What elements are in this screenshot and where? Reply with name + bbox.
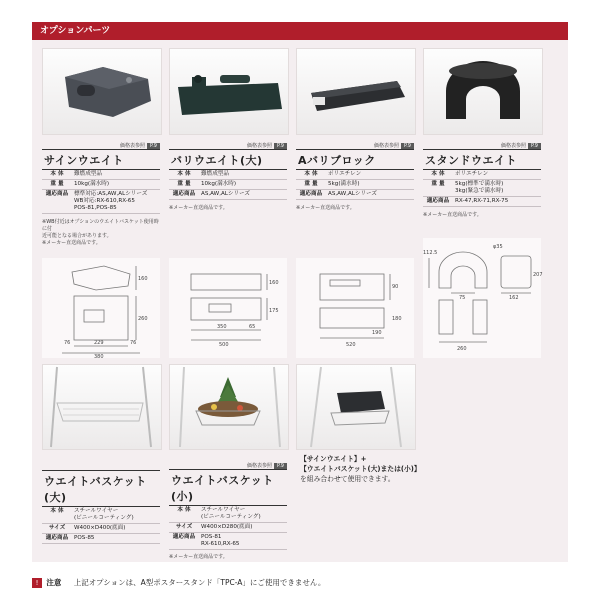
basket-small-image [170,365,288,449]
product-name: ウエイトバスケット(小) [169,469,287,506]
dim-label: 180 [392,316,402,322]
dim-label: 76 [64,340,71,346]
photo-basket-large [42,364,162,450]
basket-card-large [42,470,160,544]
warning-icon: ! [32,578,42,588]
dim-label: 260 [457,346,467,352]
section-header [32,22,568,40]
price-ref: 価格表参照 P.9 [169,142,287,149]
dim-label: 260 [138,316,148,322]
dim-label: 65 [249,324,256,330]
spec-table: 本 体 スチールワイヤー (ビニールコーティング) サイズ W400×D280(底面) 適応商品 POS-81 RX-610,RX-65 [169,506,287,550]
caution-text: 上記オプションは、A型ポスタースタンド「TPC-A」にご使用できません。 [73,578,326,587]
dim-label: 75 [459,295,466,301]
stand-weight-image [424,49,542,134]
product-name: Aバリブロック [296,149,414,170]
drawing-stand-weight [423,238,541,358]
dim-label: 90 [392,284,399,290]
dim-label: 500 [219,342,229,348]
note: ※メーカー直送商品です。 [423,212,482,218]
drawing-sign-weight [42,258,160,358]
price-ref: 価格表参照 P.9 [169,462,287,469]
price-ref: 価格表参照 P.9 [423,142,541,149]
price-ref: 価格表参照 P.9 [296,142,414,149]
product-name: バリウエイト(大) [169,149,287,170]
dim-label: 160 [269,280,279,286]
dim-label: 162 [509,295,519,301]
product-card-sign-weight [42,142,160,246]
product-photo-stand-weight [423,48,543,135]
product-name: ウエイトバスケット(大) [42,470,160,507]
a-bari-block-drawing [296,258,414,358]
dim-label: 229 [94,340,104,346]
basket-large-image [43,365,161,449]
product-photo-bari-weight [169,48,289,135]
dim-label: 112.5 [423,250,438,256]
product-name: スタンドウエイト [423,149,541,170]
spec-table: 本 体 ポリエチレン 重 量 5kg(標準で満水時) 3kg(緊急で満水時) 適応商品 RX-47,RX-71,RX-75 [423,170,541,207]
dim-label: 190 [372,330,382,336]
product-card-a-bari-block [296,142,414,211]
spec-table: 本 体 ポリエチレン 重 量 5kg(満水時) 適応商品 AS,AW,ALシリーズ [296,170,414,200]
page-ref: P.9 [528,143,541,149]
combo-note: 【サインウエイト】+ 【ウエイトバスケット(大)または(小)】 を組み合わせて使用できます。 [300,455,421,483]
basket-card-small [169,462,287,560]
note: ※WB付近はオプションのウエイトバスケット使用時に付 近可能となる場合があります。 ※メーカー直送商品です。 [42,219,159,246]
dim-label: 520 [346,342,356,348]
spec-table: 本 体 難燃成型品 重 量 10kg(満水時) 適応商品 標準対応:AS,AW,ALシリーズ WB対応:RX-610,RX-65 POS-81,POS-85 [42,170,160,214]
price-ref: 価格表参照 P.9 [42,142,160,149]
sign-weight-image [43,49,161,134]
note: ※メーカー直送商品です。 [296,205,355,211]
product-name: サインウエイト [42,149,160,170]
photo-basket-small [169,364,289,450]
bari-weight-drawing [169,258,287,358]
note: ※メーカー直送商品です。 [169,554,228,560]
product-photo-a-bari-block [296,48,416,135]
page-ref: P.9 [147,143,160,149]
dim-label: 160 [138,276,148,282]
dim-label: 380 [94,354,104,360]
page-ref: P.9 [274,143,287,149]
page-ref: P.9 [401,143,414,149]
a-bari-block-image [297,49,415,134]
section-title: オプションパーツ [40,26,111,36]
dim-label: 207 [533,272,543,278]
sign-weight-drawing [42,258,160,358]
drawing-a-bari-block [296,258,414,358]
drawing-bari-weight [169,258,287,358]
note: ※メーカー直送商品です。 [169,205,228,211]
bari-weight-image [170,49,288,134]
page-ref: P.9 [274,463,287,469]
dim-label: 175 [269,308,279,314]
product-photo-sign-weight [42,48,162,135]
product-card-bari-weight [169,142,287,211]
product-card-stand-weight [423,142,541,218]
dim-label: φ35 [493,244,503,250]
spec-table: 本 体 スチールワイヤー (ビニールコーティング) サイズ W400×D400(底面) 適応商品 POS-85 [42,507,160,544]
caution-bar [32,574,568,592]
photo-combo [296,364,416,450]
spec-table: 本 体 難燃成型品 重 量 10kg(満水時) 適応商品 AS,AW,ALシリーズ [169,170,287,200]
dim-label: 350 [217,324,227,330]
stand-weight-drawing [423,238,541,358]
combo-image [297,365,415,449]
dim-label: 76 [130,340,137,346]
caution-title: 注意 [46,578,62,587]
